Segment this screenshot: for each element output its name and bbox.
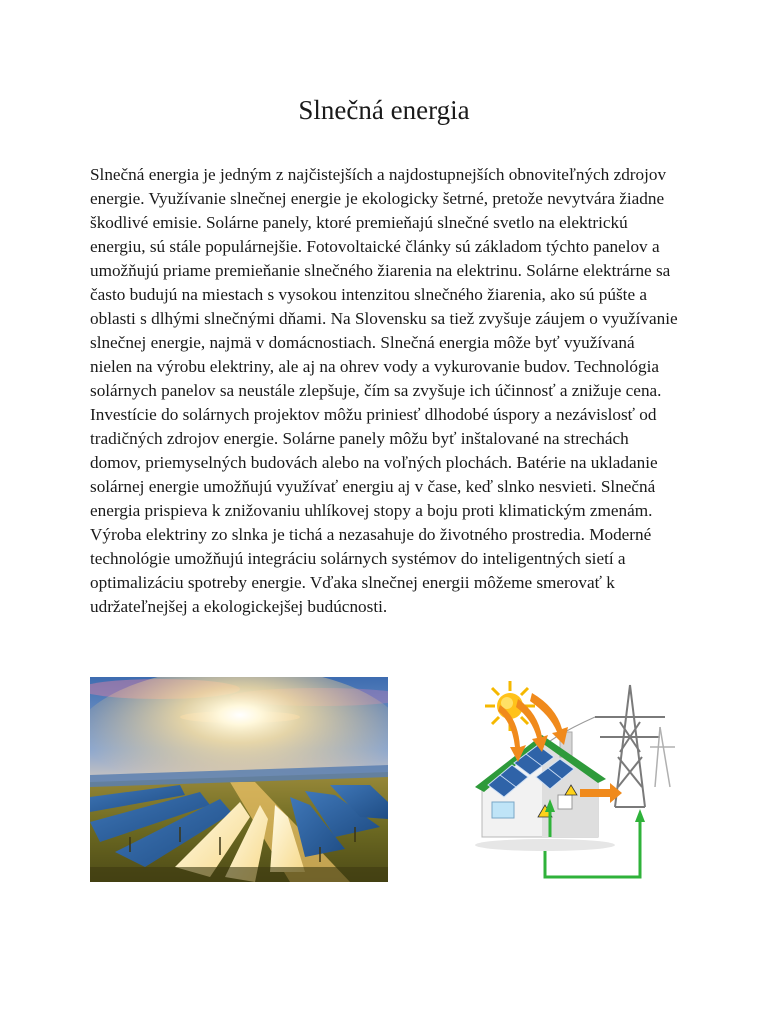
pylon-icon: [595, 685, 665, 807]
solar-house-illustration: [470, 677, 680, 882]
solar-farm-photo: [90, 677, 388, 882]
page-title: Slnečná energia: [298, 95, 470, 125]
body-paragraph: Slnečná energia je jedným z najčistejších a najdostupnejších obnoviteľných zdrojov energie. Využívanie slnečnej energie je ekologicky šetrné, pretože nevytvára žiadne škodlivé emisie. Solárne panely, ktoré premieňajú slnečné svetlo na elektrickú energiu, sú stále populárnejšie. Fotovoltaické články sú základom týchto panelov a umožňujú priame premieňanie slnečného žiarenia na elektrinu. Solárne elektrárne sa často budujú na miestach s vysokou intenzitou slnečného žiarenia, ako sú púšte a oblasti s dlhými slnečnými dňami. Na Slovensku sa tiež zvyšuje záujem o využívanie slnečnej energie, najmä v domácnostiach. Slnečná energia môže byť využívaná nielen na výrobu elektriny, ale aj na ohrev vody a vykurovanie budov. Technológia solárnych panelov sa neustále zlepšuje, čím sa zvyšuje ich účinnosť a znižuje cena. Investície do solárnych projektov môžu priniesť dlhodobé úspory a nezávislosť od tradičných zdrojov energie. Solárne panely môžu byť inštalované na strechách domov, priemyselných budovách alebo na voľných plochách. Batérie na ukladanie solárnej energie umožňujú využívať energiu aj v čase, keď slnko nesvieti. Slnečná energia prispieva k znižovaniu uhlíkovej stopy a boju proti klimatickým zmenám. Výroba elektriny zo slnka je tichá a nezasahuje do životného prostredia. Moderné technológie umožňujú integráciu solárnych systémov do inteligentných sietí a optimalizáciu spotreby energie. Vďaka slnečnej energii môžeme smerovať k udržateľnejšej a ekologickejšej budúcnosti.: [90, 165, 678, 616]
